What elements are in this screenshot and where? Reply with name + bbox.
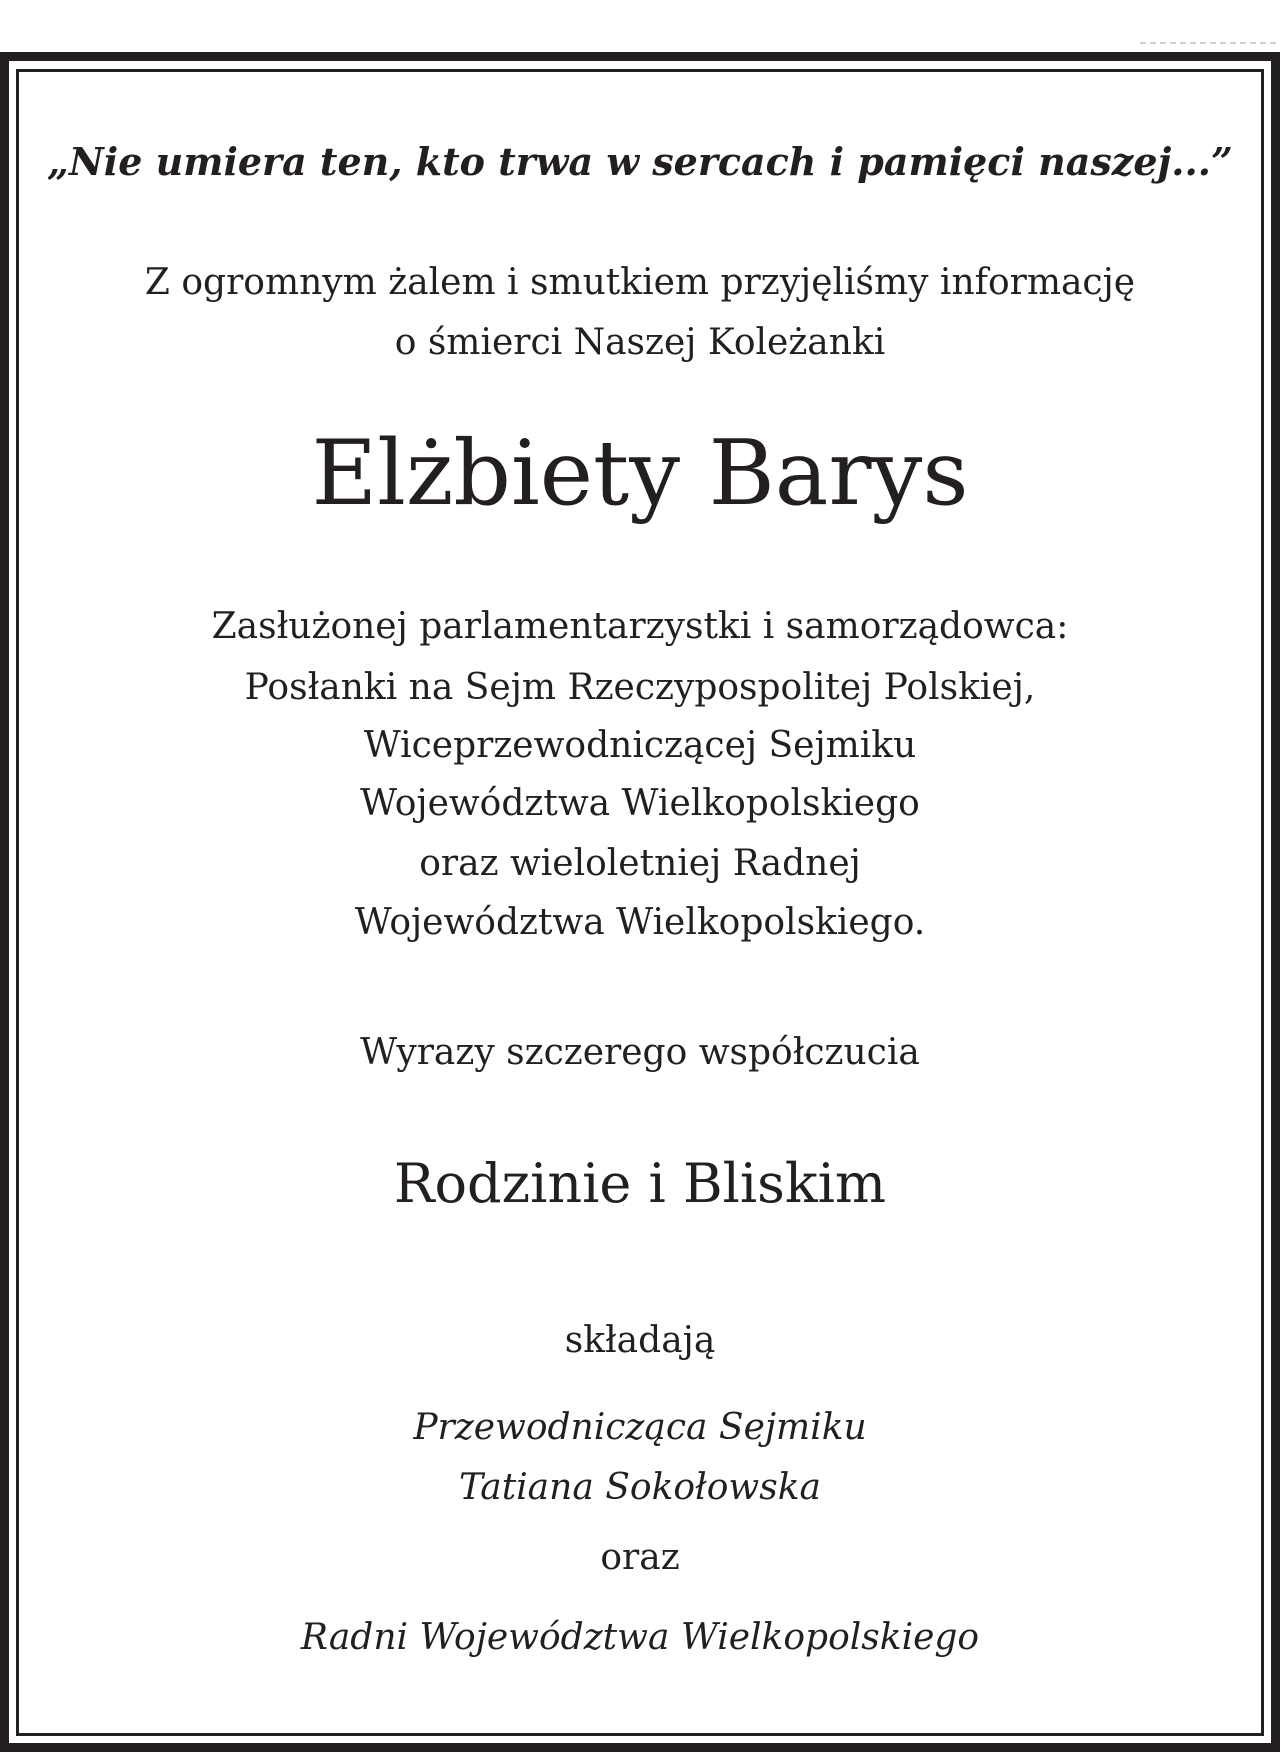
role-line: Województwa Wielkopolskiego. bbox=[354, 902, 926, 943]
role-line: Zasłużonej parlamentarzystki i samorządowca: bbox=[211, 606, 1069, 647]
motto-quote: „Nie umiera ten, kto trwa w sercach i pamięci naszej...” bbox=[47, 139, 1233, 184]
conjunction-text: oraz bbox=[600, 1537, 680, 1578]
signatory-title: Przewodnicząca Sejmiku bbox=[413, 1407, 867, 1448]
role-line: Wiceprzewodniczącej Sejmiku bbox=[363, 725, 917, 766]
role-line: Posłanki na Sejm Rzeczypospolitej Polskiej, bbox=[244, 667, 1036, 708]
scan-edge-mark bbox=[1140, 42, 1280, 44]
role-line: oraz wieloletniej Radnej bbox=[419, 843, 861, 884]
council-signatory: Radni Województwa Wielkopolskiego bbox=[300, 1617, 980, 1658]
submitted-by-text: składają bbox=[564, 1320, 716, 1361]
deceased-name: Elżbiety Barys bbox=[311, 421, 969, 526]
intro-line-2: o śmierci Naszej Koleżanki bbox=[394, 322, 886, 363]
recipients-text: Rodzinie i Bliskim bbox=[393, 1152, 887, 1215]
intro-line-1: Z ogromnym żalem i smutkiem przyjęliśmy informację bbox=[144, 262, 1136, 303]
role-line: Województwa Wielkopolskiego bbox=[360, 783, 920, 824]
sympathy-text: Wyrazy szczerego współczucia bbox=[360, 1032, 920, 1073]
signatory-name: Tatiana Sokołowska bbox=[459, 1467, 821, 1508]
